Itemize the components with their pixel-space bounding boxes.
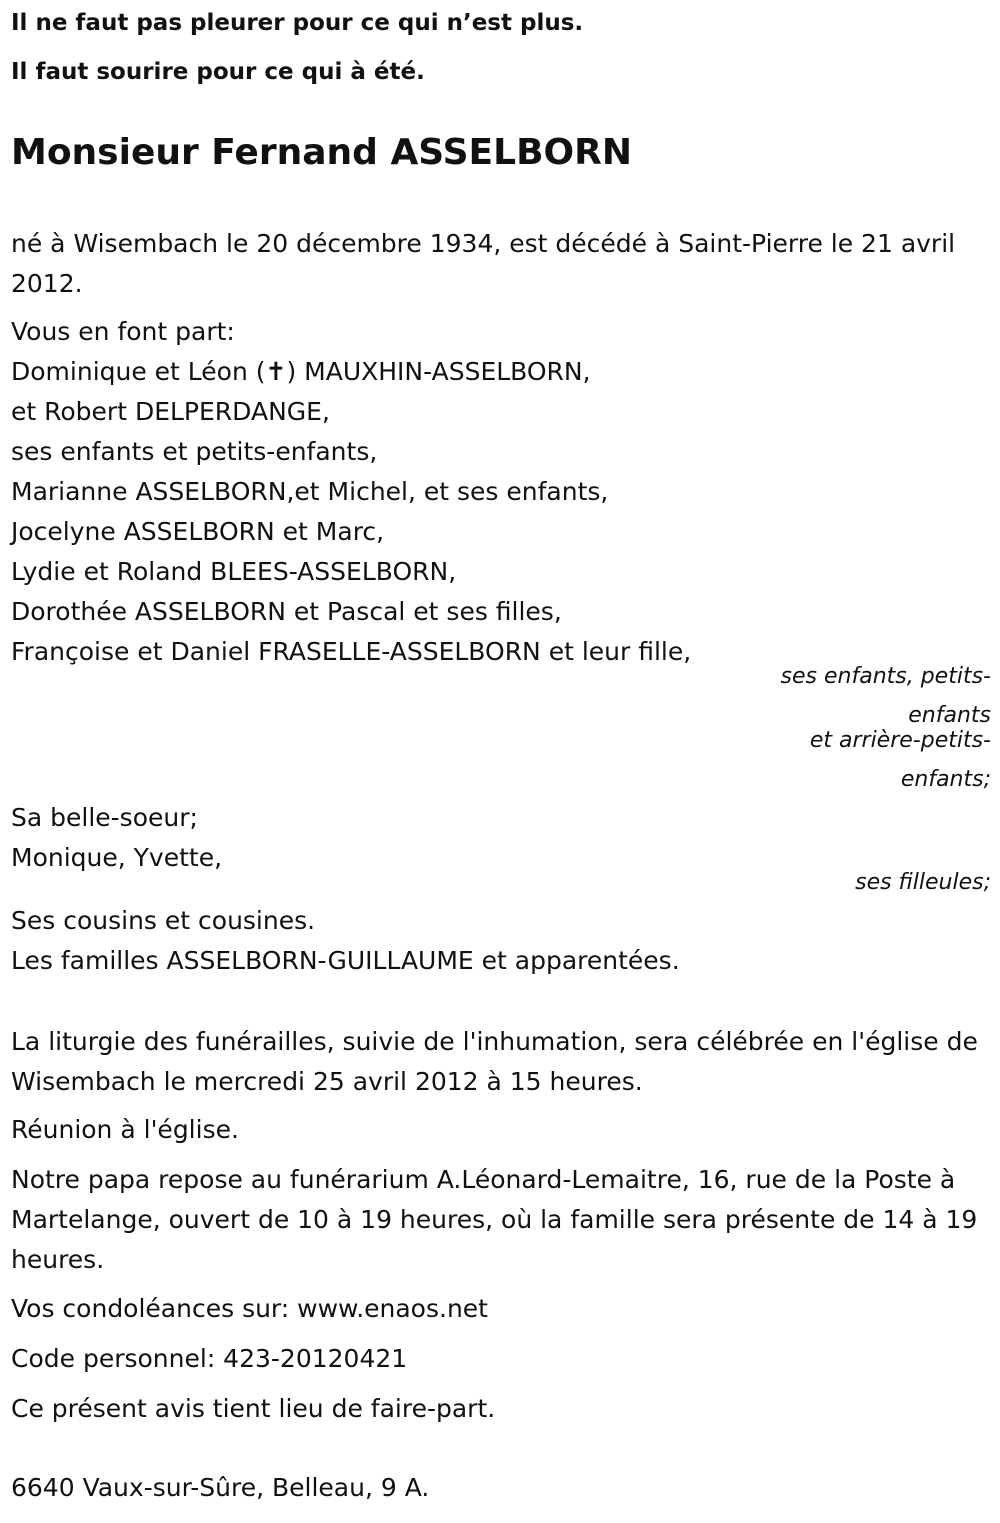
condolences-text: Vos condoléances sur: www.enaos.net [11, 1294, 488, 1323]
children-role-line: et arrière-petits- [809, 728, 991, 753]
family-line: et Robert DELPERDANGE, [11, 397, 330, 426]
deceased-name: Monsieur Fernand ASSELBORN [11, 132, 632, 173]
personal-code-text: Code personnel: 423-20120421 [11, 1344, 408, 1373]
children-role-line: enfants [908, 703, 991, 728]
family-line: Jocelyne ASSELBORN et Marc, [11, 517, 385, 546]
birth-death-text: né à Wisembach le 20 décembre 1934, est décédé à Saint-Pierre le 21 avril 2012. [11, 229, 956, 298]
sister-in-law-line: Sa belle-soeur; [11, 803, 198, 832]
address-text: 6640 Vaux-sur-Sûre, Belleau, 9 A. [11, 1473, 430, 1502]
quote-line-2: Il faut sourire pour ce qui à été. [11, 59, 425, 85]
funeral-home-text: Notre papa repose au funérarium A.Léonard-Lemaitre, 16, rue de la Poste à Martelange, ouvert de 10 à 19 heures, où la famille sera présente de 14 à 19 heures. [11, 1165, 978, 1274]
notice-text: Ce présent avis tient lieu de faire-part. [11, 1394, 496, 1423]
goddaughters-line: Monique, Yvette, [11, 843, 223, 872]
family-line: ses enfants et petits-enfants, [11, 437, 378, 466]
family-line: Dominique et Léon (✝) MAUXHIN-ASSELBORN, [11, 357, 591, 386]
goddaughters-role: ses filleules; [855, 870, 991, 895]
children-role-line: enfants; [900, 767, 991, 792]
family-line: Marianne ASSELBORN,et Michel, et ses enfants, [11, 477, 609, 506]
meeting-text: Réunion à l'église. [11, 1115, 239, 1144]
families-line: Les familles ASSELBORN-GUILLAUME et apparentées. [11, 946, 680, 975]
family-line: Françoise et Daniel FRASELLE-ASSELBORN et leur fille, [11, 637, 692, 666]
children-role-line: ses enfants, petits- [780, 664, 991, 689]
announcement-intro: Vous en font part: [11, 317, 235, 346]
cousins-line: Ses cousins et cousines. [11, 906, 316, 935]
family-line: Lydie et Roland BLEES-ASSELBORN, [11, 557, 457, 586]
liturgy-text: La liturgie des funérailles, suivie de l'inhumation, sera célébrée en l'église de Wisembach le mercredi 25 avril 2012 à 15 heures. [11, 1027, 978, 1096]
quote-line-1: Il ne faut pas pleurer pour ce qui n’est plus. [11, 10, 584, 36]
family-line: Dorothée ASSELBORN et Pascal et ses filles, [11, 597, 562, 626]
